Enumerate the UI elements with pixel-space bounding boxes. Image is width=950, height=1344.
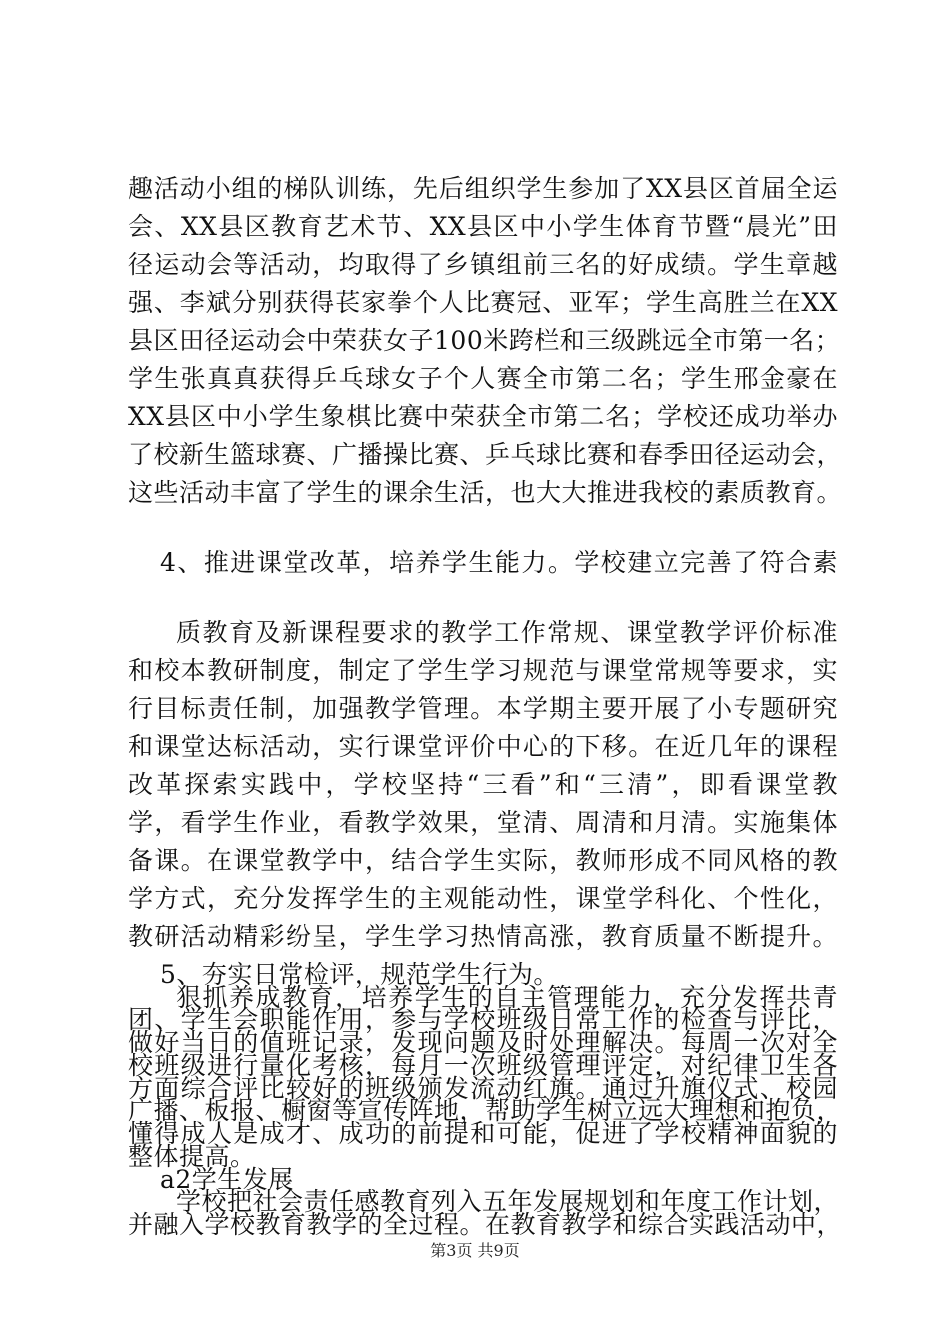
paragraph-line: 狠抓养成教育，培养学生的自主管理能力，充分发挥共青 (176, 983, 838, 1012)
paragraph-line: 和校本教研制度，制定了学生学习规范与课堂常规等要求，实 (128, 656, 838, 685)
section-heading-5: 5、夯实日常检评，规范学生行为。 (160, 960, 559, 989)
paragraph-line: 学，看学生作业，看教学效果，堂清、周清和月清。实施集体 (128, 808, 838, 837)
paragraph-line: 整体提高。 (128, 1142, 256, 1171)
paragraph-line: 学校把社会责任感教育列入五年发展规划和年度工作计划， (176, 1187, 840, 1216)
paragraph-line: 这些活动丰富了学生的课余生活，也大大推进我校的素质教育。 (128, 478, 843, 507)
paragraph-line: 备课。在课堂教学中，结合学生实际，教师形成不同风格的教 (128, 846, 838, 875)
paragraph-line: 做好当日的值班记录，发现问题及时处理解决。每周一次对全 (128, 1028, 838, 1057)
paragraph-line: 会、XX县区教育艺术节、XX县区中小学生体育节暨“晨光”田 (128, 212, 838, 241)
paragraph-line: 懂得成人是成才、成功的前提和可能，促进了学校精神面貌的 (128, 1119, 838, 1148)
section-heading-4: 4、推进课堂改革，培养学生能力。学校建立完善了符合素 (160, 548, 838, 577)
paragraph-line: XX县区中小学生象棋比赛中荣获全市第二名；学校还成功举办 (128, 402, 838, 431)
paragraph-line: 方面综合评比较好的班级颁发流动红旗。通过升旗仪式、校园 (128, 1074, 838, 1103)
paragraph-line: 行目标责任制，加强教学管理。本学期主要开展了小专题研究 (128, 694, 838, 723)
paragraph-line: 改革探索实践中，学校坚持“三看”和“三清”，即看课堂教 (128, 770, 838, 799)
paragraph-line: 广播、板报、橱窗等宣传阵地，帮助学生树立远大理想和抱负， (128, 1096, 843, 1125)
page-footer: 第3页 共9页 (430, 1241, 520, 1260)
section-heading-a2: a2学生发展 (160, 1165, 294, 1194)
paragraph-line: 径运动会等活动，均取得了乡镇组前三名的好成绩。学生章越 (128, 250, 838, 279)
paragraph-line: 校班级进行量化考核，每月一次班级管理评定，对纪律卫生各 (128, 1051, 838, 1080)
paragraph-line: 学方式，充分发挥学生的主观能动性，课堂学科化、个性化， (128, 884, 838, 913)
paragraph-line: 强、李斌分别获得苌家拳个人比赛冠、亚军；学生高胜兰在XX (128, 288, 838, 317)
paragraph-line: 和课堂达标活动，实行课堂评价中心的下移。在近几年的课程 (128, 732, 838, 761)
paragraph-line: 学生张真真获得乒乓球女子个人赛全市第二名；学生邢金豪在 (128, 364, 838, 393)
paragraph-line: 趣活动小组的梯队训练，先后组织学生参加了XX县区首届全运 (128, 174, 838, 203)
paragraph-line: 质教育及新课程要求的教学工作常规、课堂教学评价标准 (176, 618, 838, 647)
paragraph-line: 并融入学校教育教学的全过程。在教育教学和综合实践活动中， (128, 1210, 843, 1239)
paragraph-line: 了校新生篮球赛、广播操比赛、乒乓球比赛和春季田径运动会， (128, 440, 843, 469)
paragraph-line: 县区田径运动会中荣获女子100米跨栏和三级跳远全市第一名； (128, 326, 841, 355)
paragraph-line: 教研活动精彩纷呈，学生学习热情高涨，教育质量不断提升。 (128, 922, 838, 951)
paragraph-line: 团、学生会职能作用，参与学校班级日常工作的检查与评比， (128, 1005, 838, 1034)
